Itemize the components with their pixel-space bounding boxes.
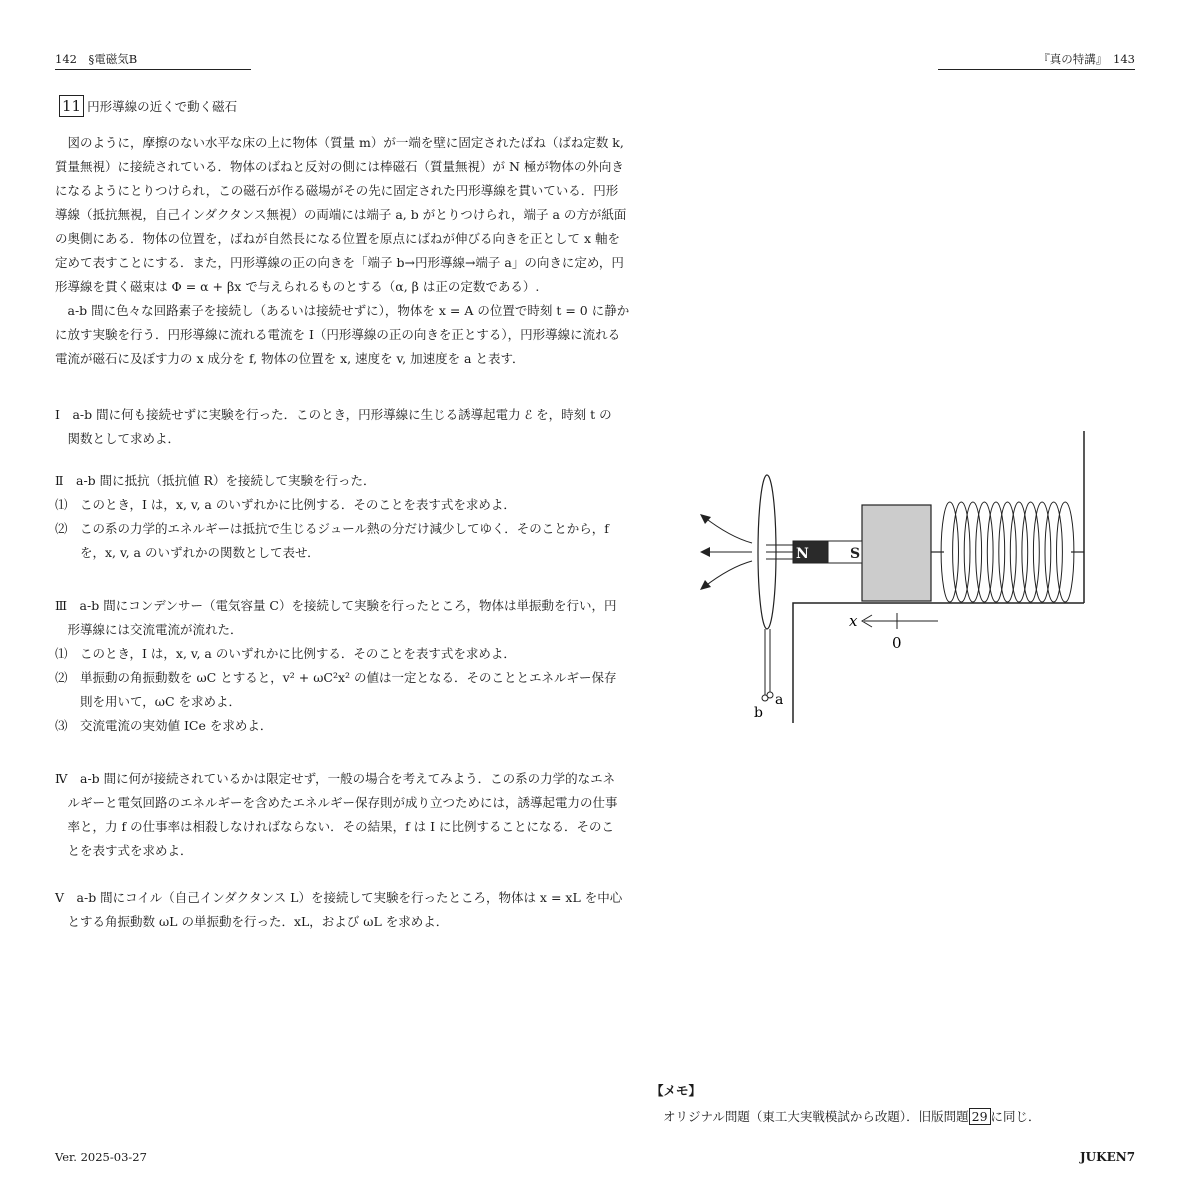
question-line: ⑴ このとき，I は，x, v, a のいずれかに比例する．そのことを表す式を求めよ． — [55, 497, 516, 512]
header-right: 『真の特講』 143 — [938, 51, 1135, 70]
intro-line: の奥側にある．物体の位置を，ばねが自然長になる位置を原点にばねが伸びる向きを正として x 軸を — [55, 231, 620, 246]
intro-line: 質量無視）に接続されている．物体のばねと反対の側には棒磁石（質量無視）が N 極が物体の外向き — [55, 159, 624, 174]
question-line: ⑴ このとき，I は，x, v, a のいずれかに比例する．そのことを表す式を求めよ． — [55, 646, 516, 661]
question-line: ⑶ 交流電流の実効値 ICe を求めよ． — [55, 718, 273, 733]
intro-line: 電流が磁石に及ぼす力の x 成分を f, 物体の位置を x, 速度を v, 加速度を a と表す． — [55, 351, 525, 366]
question-line: とを表す式を求めよ． — [55, 843, 193, 858]
question-line: とする角振動数 ωL の単振動を行った．xL，および ωL を求めよ． — [55, 914, 449, 929]
spring-coil — [987, 502, 1004, 602]
question-4 — [55, 767, 618, 863]
floor — [793, 603, 1084, 723]
intro-line: 定めて表すことにする．また，円形導線の正の向きを「端子 b→円形導線→端子 a」の向きに定め，円 — [55, 255, 624, 270]
question-line: Ⅴ a-b 間にコイル（自己インダクタンス L）を接続して実験を行ったところ，物体は x = xL を中心 — [55, 890, 623, 905]
question-3 — [55, 594, 617, 738]
terminal-a — [767, 692, 773, 698]
question-line: Ⅲ a-b 間にコンデンサー（電気容量 C）を接続して実験を行ったところ，物体は単振動を行い，円 — [55, 598, 617, 613]
problem-title: 円形導線の近くで動く磁石 — [87, 99, 238, 114]
spring-coil — [953, 502, 970, 602]
intro-line: に放す実験を行う．円形導線に流れる電流を I（円形導線の正の向きを正とする），円形導線に流れる — [55, 327, 621, 342]
spring — [931, 502, 1084, 602]
footer-brand: JUKEN7 — [1080, 1150, 1136, 1164]
intro-line: 形導線を貫く磁束は Φ = α + βx で与えられるものとする（α, β は正の定数である）. — [55, 279, 540, 294]
question-line: 則を用いて，ωC を求めよ． — [55, 694, 241, 709]
question-line: ⑵ 単振動の角振動数を ωC とすると，v² + ωC²x² の値は一定となる．そのこととエネルギー保存 — [55, 670, 617, 685]
intro-line: a-b 間に色々な回路素子を接続し（あるいは接続せずに），物体を x = A の位置で時刻 t = 0 に静か — [55, 303, 630, 318]
question-5 — [55, 886, 623, 934]
question-line: Ⅰ a-b 間に何も接続せずに実験を行った．このとき，円形導線に生じる誘導起電力 ℰ を，時刻 t の — [55, 407, 612, 422]
circular-coil — [754, 475, 783, 721]
problem-heading — [59, 95, 237, 117]
n-label: N — [796, 546, 809, 562]
spring-coil — [964, 502, 981, 602]
question-line: ルギーと電気回路のエネルギーを含めたエネルギー保存則が成り立つためには，誘導起電力の仕事 — [55, 795, 618, 810]
apparatus-figure — [690, 425, 1100, 735]
question-line: Ⅳ a-b 間に何が接続されているかは限定せず，一般の場合を考えてみよう．この系の力学的なエネ — [55, 771, 616, 786]
spring-coil — [1022, 502, 1039, 602]
x-axis — [849, 612, 938, 652]
memo-text — [663, 1107, 1041, 1125]
question-1 — [55, 403, 612, 451]
question-line: 関数として求めよ． — [55, 431, 181, 446]
question-line: Ⅱ a-b 間に抵抗（抵抗値 R）を接続して実験を行った． — [55, 473, 376, 488]
field-arrowheads — [700, 514, 711, 590]
header-left: 142 §電磁気B — [55, 51, 251, 70]
intro-line: 導線（抵抗無視，自己インダクタンス無視）の両端には端子 a, b がとりつけられ，端子 a の方が紙面 — [55, 207, 627, 222]
memo-title: 【メモ】 — [651, 1083, 702, 1098]
s-label: S — [850, 546, 861, 562]
spring-coil — [999, 502, 1016, 602]
memo-ref-number: 29 — [969, 1108, 991, 1125]
bar-magnet — [793, 541, 862, 563]
memo-text-before: オリジナル問題（東工大実戦模試から改題）．旧版問題 — [663, 1109, 969, 1124]
x-axis-label: x — [849, 612, 858, 630]
intro-line: 図のように，摩擦のない水平な床の上に物体（質量 m）が一端を壁に固定されたばね（ばね定数 k, — [55, 135, 624, 150]
problem-number: 11 — [59, 95, 84, 117]
question-line: ⑵ この系の力学的エネルギーは抵抗で生じるジュール熱の分だけ減少してゆく．そのことから，f — [55, 521, 609, 536]
question-line: 率と，力 f の仕事率は相殺しなければならない．その結果，f は I に比例することになる．そのこ — [55, 819, 615, 834]
origin-label: 0 — [892, 634, 902, 652]
spring-coil — [1033, 502, 1050, 602]
terminal-b-label: b — [754, 705, 763, 721]
spring-coil — [976, 502, 993, 602]
intro-line: になるようにとりつけられ，この磁石が作る磁場がその先に固定された円形導線を貫いている．円形 — [55, 183, 619, 198]
spring-coil — [1010, 502, 1027, 602]
question-line: を，x, v, a のいずれかの関数として表せ． — [55, 545, 320, 560]
question-2 — [55, 469, 609, 565]
magnetic-field-lines — [704, 517, 793, 587]
memo-text-after: に同じ． — [990, 1109, 1041, 1124]
block — [862, 505, 931, 601]
intro-paragraph — [55, 131, 630, 371]
spring-coil — [1045, 502, 1062, 602]
question-line: 形導線には交流電流が流れた． — [55, 622, 243, 637]
footer-version: Ver. 2025-03-27 — [55, 1150, 147, 1164]
terminal-a-label: a — [775, 692, 784, 708]
